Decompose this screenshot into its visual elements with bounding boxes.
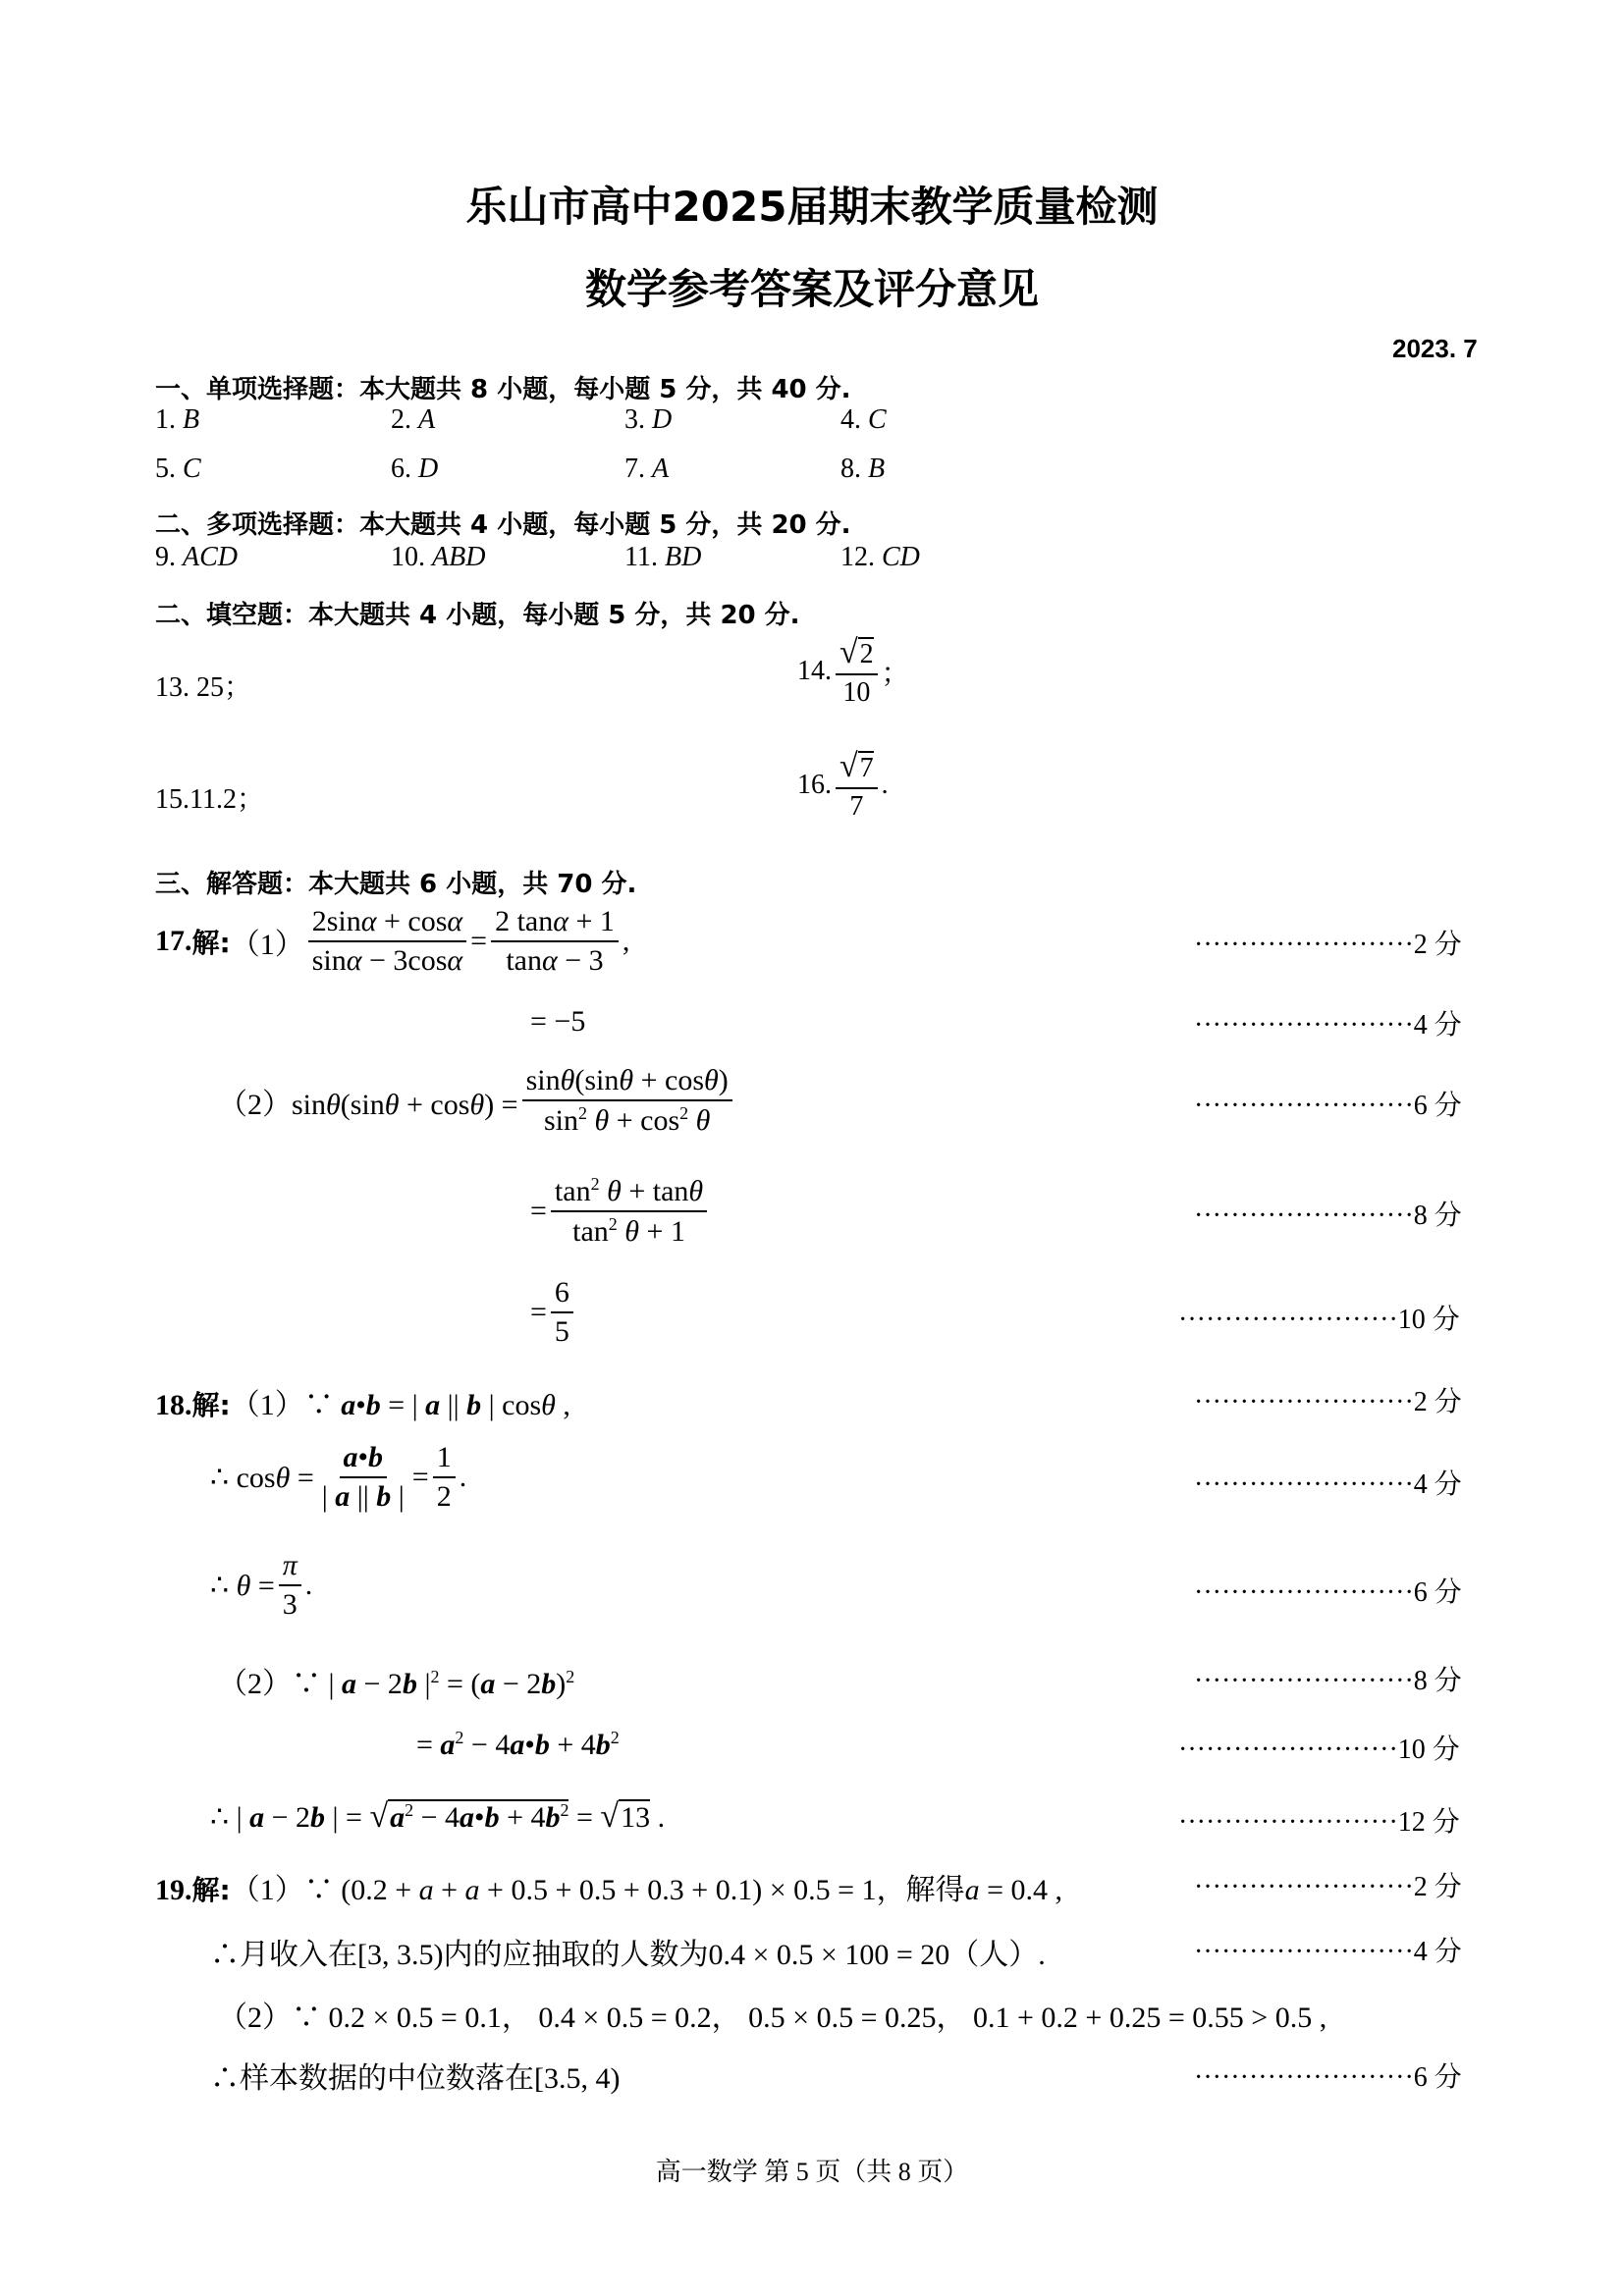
- q17-score-4: ························8 分: [1194, 1201, 1462, 1231]
- answer-10: 10. ABD: [391, 542, 486, 572]
- q19-line3: （2）∵ 0.2 × 0.5 = 0.1， 0.4 × 0.5 = 0.2， 0.5 × 0.5 = 0.25， 0.1 + 0.2 + 0.25 = 0.55 > 0.5 ,: [218, 2002, 1327, 2034]
- section-heading-fill-in: 二、填空题：本大题共 4 小题，每小题 5 分，共 20 分.: [155, 601, 800, 630]
- q19-score-2: ························4 分: [1194, 1937, 1462, 1967]
- answer-2: 2. A: [391, 404, 436, 435]
- answer-9: 9. ACD: [155, 542, 238, 572]
- answer-8: 8. B: [840, 454, 886, 484]
- q19-score-1: ························2 分: [1194, 1872, 1462, 1902]
- q17-score-1: ························2 分: [1194, 930, 1462, 960]
- answer-13: 13. 25；: [155, 672, 252, 703]
- answer-16: 16. $\frac{√7}{7}$ .: [797, 748, 889, 822]
- q17-line4: = $\frac{\tan^2 \theta + \tan\theta}{\tan^2 \theta + 1}$: [530, 1174, 711, 1249]
- q18-score-1: ························2 分: [1194, 1387, 1462, 1417]
- page-footer: 高一数学 第 5 页（共 8 页）: [655, 2158, 969, 2186]
- q17-line1: 17. 解: （1） $\frac{2\sin\alpha + \cos\alpha}{\sin\alpha - 3\cos\alpha}$ = $\frac{2 \tan\alpha + 1}{\tan\alpha - 3}$ ,: [155, 905, 630, 977]
- q18-score-5: ························10 分: [1178, 1735, 1460, 1765]
- answer-7: 7. A: [624, 454, 670, 484]
- q19-score-3: ························6 分: [1194, 2062, 1462, 2093]
- q18-line1: 18.解:（1）∵ a•b = | a || b | cosθ ,: [155, 1389, 570, 1421]
- q17-score-3: ························6 分: [1194, 1091, 1462, 1121]
- q18-line5: = $a^2$ − 4a•b + $4b^2$: [416, 1728, 620, 1761]
- section-heading-multi-choice: 二、多项选择题：本大题共 4 小题，每小题 5 分，共 20 分.: [155, 510, 851, 540]
- q18-score-2: ························4 分: [1194, 1469, 1462, 1500]
- section-heading-solutions: 三、解答题：本大题共 6 小题，共 70 分.: [155, 870, 637, 899]
- q17-line3: （2）sinθ(sinθ + cosθ) = $\frac{\sin\theta(\sin\theta + \cos\theta)}{\sin^2 \theta + \cos^2 \theta}$: [218, 1064, 736, 1138]
- answer-5: 5. C: [155, 454, 201, 484]
- q17-line5: = $\frac{6}{5}$: [530, 1276, 577, 1349]
- answer-11: 11. BD: [624, 542, 702, 572]
- answer-14: 14. $\frac{√2}{10}$ ；: [797, 634, 909, 708]
- q18-line2: ∴ cosθ = $\frac{a•b}{| a || b |}$ = $\frac{1}{2}$ .: [210, 1441, 467, 1513]
- q18-score-3: ························6 分: [1194, 1577, 1462, 1608]
- exam-date: 2023. 7: [1392, 334, 1478, 363]
- q18-line6: ∴ | a − 2b | = $√a^2$ − 4a•b + $4b^2 = √13$ .: [210, 1798, 666, 1835]
- page-subtitle: 数学参考答案及评分意见: [584, 265, 1039, 313]
- section-heading-single-choice: 一、单项选择题：本大题共 8 小题，每小题 5 分，共 40 分.: [155, 375, 851, 404]
- q17-score-5: ························10 分: [1178, 1305, 1460, 1335]
- q19-line1: 19.解:（1）∵ (0.2 + a + a + 0.5 + 0.5 + 0.3 + 0.1) × 0.5 = 1，解得a = 0.4 ,: [155, 1874, 1062, 1906]
- q18-score-6: ························12 分: [1178, 1807, 1460, 1838]
- answer-4: 4. C: [840, 404, 887, 435]
- q18-line4: （2）∵ | a − 2b $|^2 = (a - 2b)^2$: [218, 1667, 575, 1700]
- q19-line2: ∴月收入在[3, 3.5)内的应抽取的人数为0.4 × 0.5 × 100 = 20（人）.: [210, 1939, 1046, 1971]
- q17-line2: = −5: [530, 1005, 586, 1038]
- q17-score-2: ························4 分: [1194, 1010, 1462, 1041]
- q19-line4: ∴样本数据的中位数落在[3.5, 4): [210, 2062, 621, 2095]
- answer-3: 3. D: [624, 404, 673, 435]
- answer-15: 15.11.2；: [155, 784, 264, 815]
- q18-score-4: ························8 分: [1194, 1666, 1462, 1696]
- answer-6: 6. D: [391, 454, 439, 484]
- answer-1: 1. B: [155, 404, 200, 435]
- answer-12: 12. CD: [840, 542, 920, 572]
- page-title: 乐山市高中2025届期末教学质量检测: [465, 183, 1159, 231]
- q18-line3: ∴ θ = $\frac{\pi}{3}$ .: [210, 1549, 313, 1621]
